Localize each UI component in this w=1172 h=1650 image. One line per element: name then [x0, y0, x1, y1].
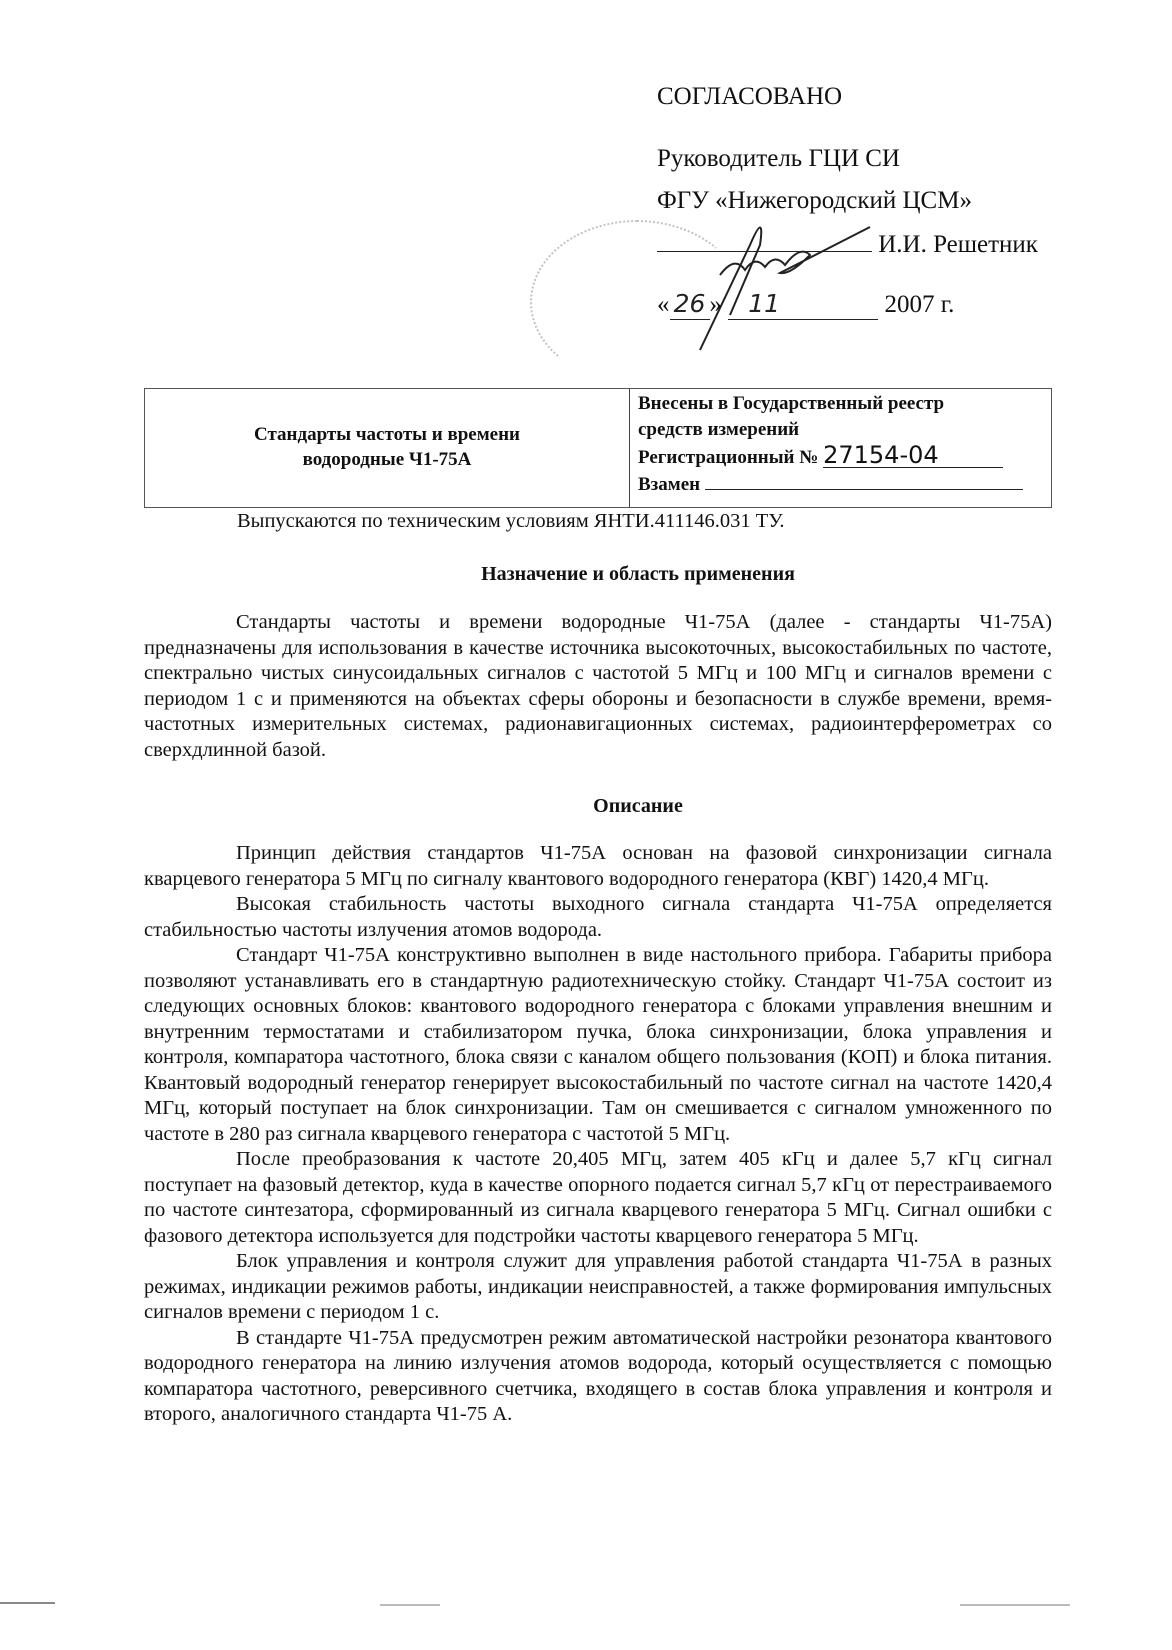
technical-conditions: Выпускаются по техническим условиям ЯНТИ.411146.031 ТУ.: [237, 510, 785, 532]
paragraph: В стандарте Ч1-75А предусмотрен режим автоматической настройки резонатора квантового водородного генератора на линию излучения атомов водорода, который осуществляется с помощью компаратора частотного, реверсивного счетчика, входящего в состав блока управления и контроля и второго, аналогичного стандарта Ч1-75 А.: [144, 1326, 1052, 1425]
paragraph: Принцип действия стандартов Ч1-75А основан на фазовой синхронизации сигнала кварцевого генератора 5 МГц по сигналу квантового водородного генератора (КВГ) 1420,4 МГц.: [144, 842, 1052, 890]
heading-text: Описание: [593, 795, 683, 817]
date-year: 2007 г.: [884, 291, 955, 318]
section-heading-description: [0, 795, 1172, 818]
approval-date: [657, 289, 954, 320]
paragraph: Стандарты частоты и времени водородные Ч1-75А (далее - стандарты Ч1-75А) предназначены для использования в качестве источника высокоточных, высокостабильных по частоте, спектрально чистых синусоидальных сигналов с частотой 5 МГц и 100 МГц и сигналов времени с периодом 1 с и применяются на объектах сферы обороны и безопасности в службе времени, время-частотных измерительных системах, радионавигационных системах, радиоинтерферометрах со сверхдлинной базой.: [144, 611, 1052, 761]
approval-title: СОГЛАСОВАНО: [657, 83, 843, 110]
heading-text: Назначение и область применения: [481, 563, 795, 585]
date-day: 26: [670, 289, 710, 320]
section-heading-purpose: [0, 563, 1172, 586]
product-name-cell: [145, 389, 630, 507]
reg-number-value: 27154-04: [823, 443, 1003, 468]
reg-number-label: Регистрационный №: [638, 447, 819, 468]
paragraph: Блок управления и контроля служит для управления работой стандарта Ч1-75А в разных режимах, индикации режимов работы, индикации неисправностей, а также формирования импульсных сигналов времени с периодом 1 с.: [144, 1250, 1052, 1323]
signatory-name: И.И. Решетник: [878, 231, 1038, 258]
scan-artifacts: [0, 1600, 1172, 1612]
date-month: 11: [728, 289, 878, 320]
reg-number-row: [638, 443, 1043, 471]
product-name-line1: Стандарты частоты и времени: [254, 424, 520, 446]
signature-blank: [657, 229, 872, 252]
paragraph: Стандарт Ч1-75А конструктивно выполнен в виде настольного прибора. Габариты прибора позволяют устанавливать его в стандартную радиотехническую стойку. Стандарт Ч1-75А состоит из следующих основных блоков: квантового водородного генератора с блоками управления внешним и внутренним термостатами и стабилизатором пучка, блока синхронизации, блока управления и контроля, компаратора частотного, блока связи с каналом общего пользования (КОП) и блока питания. Квантовый водородный генератор генерирует высокостабильный по частоте сигнал на частоте 1420,4 МГц, который поступает на блок синхронизации. Там он смешивается с сигналом умноженного по частоте в 280 раз сигнала кварцевого генератора с частотой 5 МГц.: [144, 944, 1052, 1145]
registry-cell: [630, 389, 1051, 507]
registry-line1: Внесены в Государственный реестр: [638, 393, 945, 414]
paragraph: После преобразования к частоте 20,405 МГц, затем 405 кГц и далее 5,7 кГц сигнал поступает на фазовый детектор, куда в качестве опорного подается сигнал 5,7 кГц от перестраиваемого по частоте синтезатора, сформированный из сигнала кварцевого генератора 5 МГц. Сигнал ошибки с фазового детектора используется для подстройки частоты кварцевого генератора 5 МГц.: [144, 1148, 1052, 1247]
section-body-description: [144, 841, 1052, 1428]
section-body-purpose: [144, 610, 1052, 763]
approval-block: [657, 82, 1077, 342]
replaces-row: [638, 471, 1043, 498]
registration-table: [144, 388, 1052, 508]
approval-organization: ФГУ «Нижегородский ЦСМ»: [657, 187, 972, 214]
quote-open: «: [657, 291, 670, 318]
product-name-line2: водородные Ч1-75А: [302, 449, 472, 470]
signature-line: [657, 229, 1038, 260]
replaces-value: [705, 471, 1023, 490]
replaces-label: Взамен: [638, 474, 701, 495]
approval-position: Руководитель ГЦИ СИ: [657, 145, 900, 172]
registry-line2: средств измерений: [638, 419, 800, 440]
paragraph: Высокая стабильность частоты выходного сигнала стандарта Ч1-75А определяется стабильностью частоты излучения атомов водорода.: [144, 893, 1052, 941]
quote-close: »: [709, 291, 722, 318]
